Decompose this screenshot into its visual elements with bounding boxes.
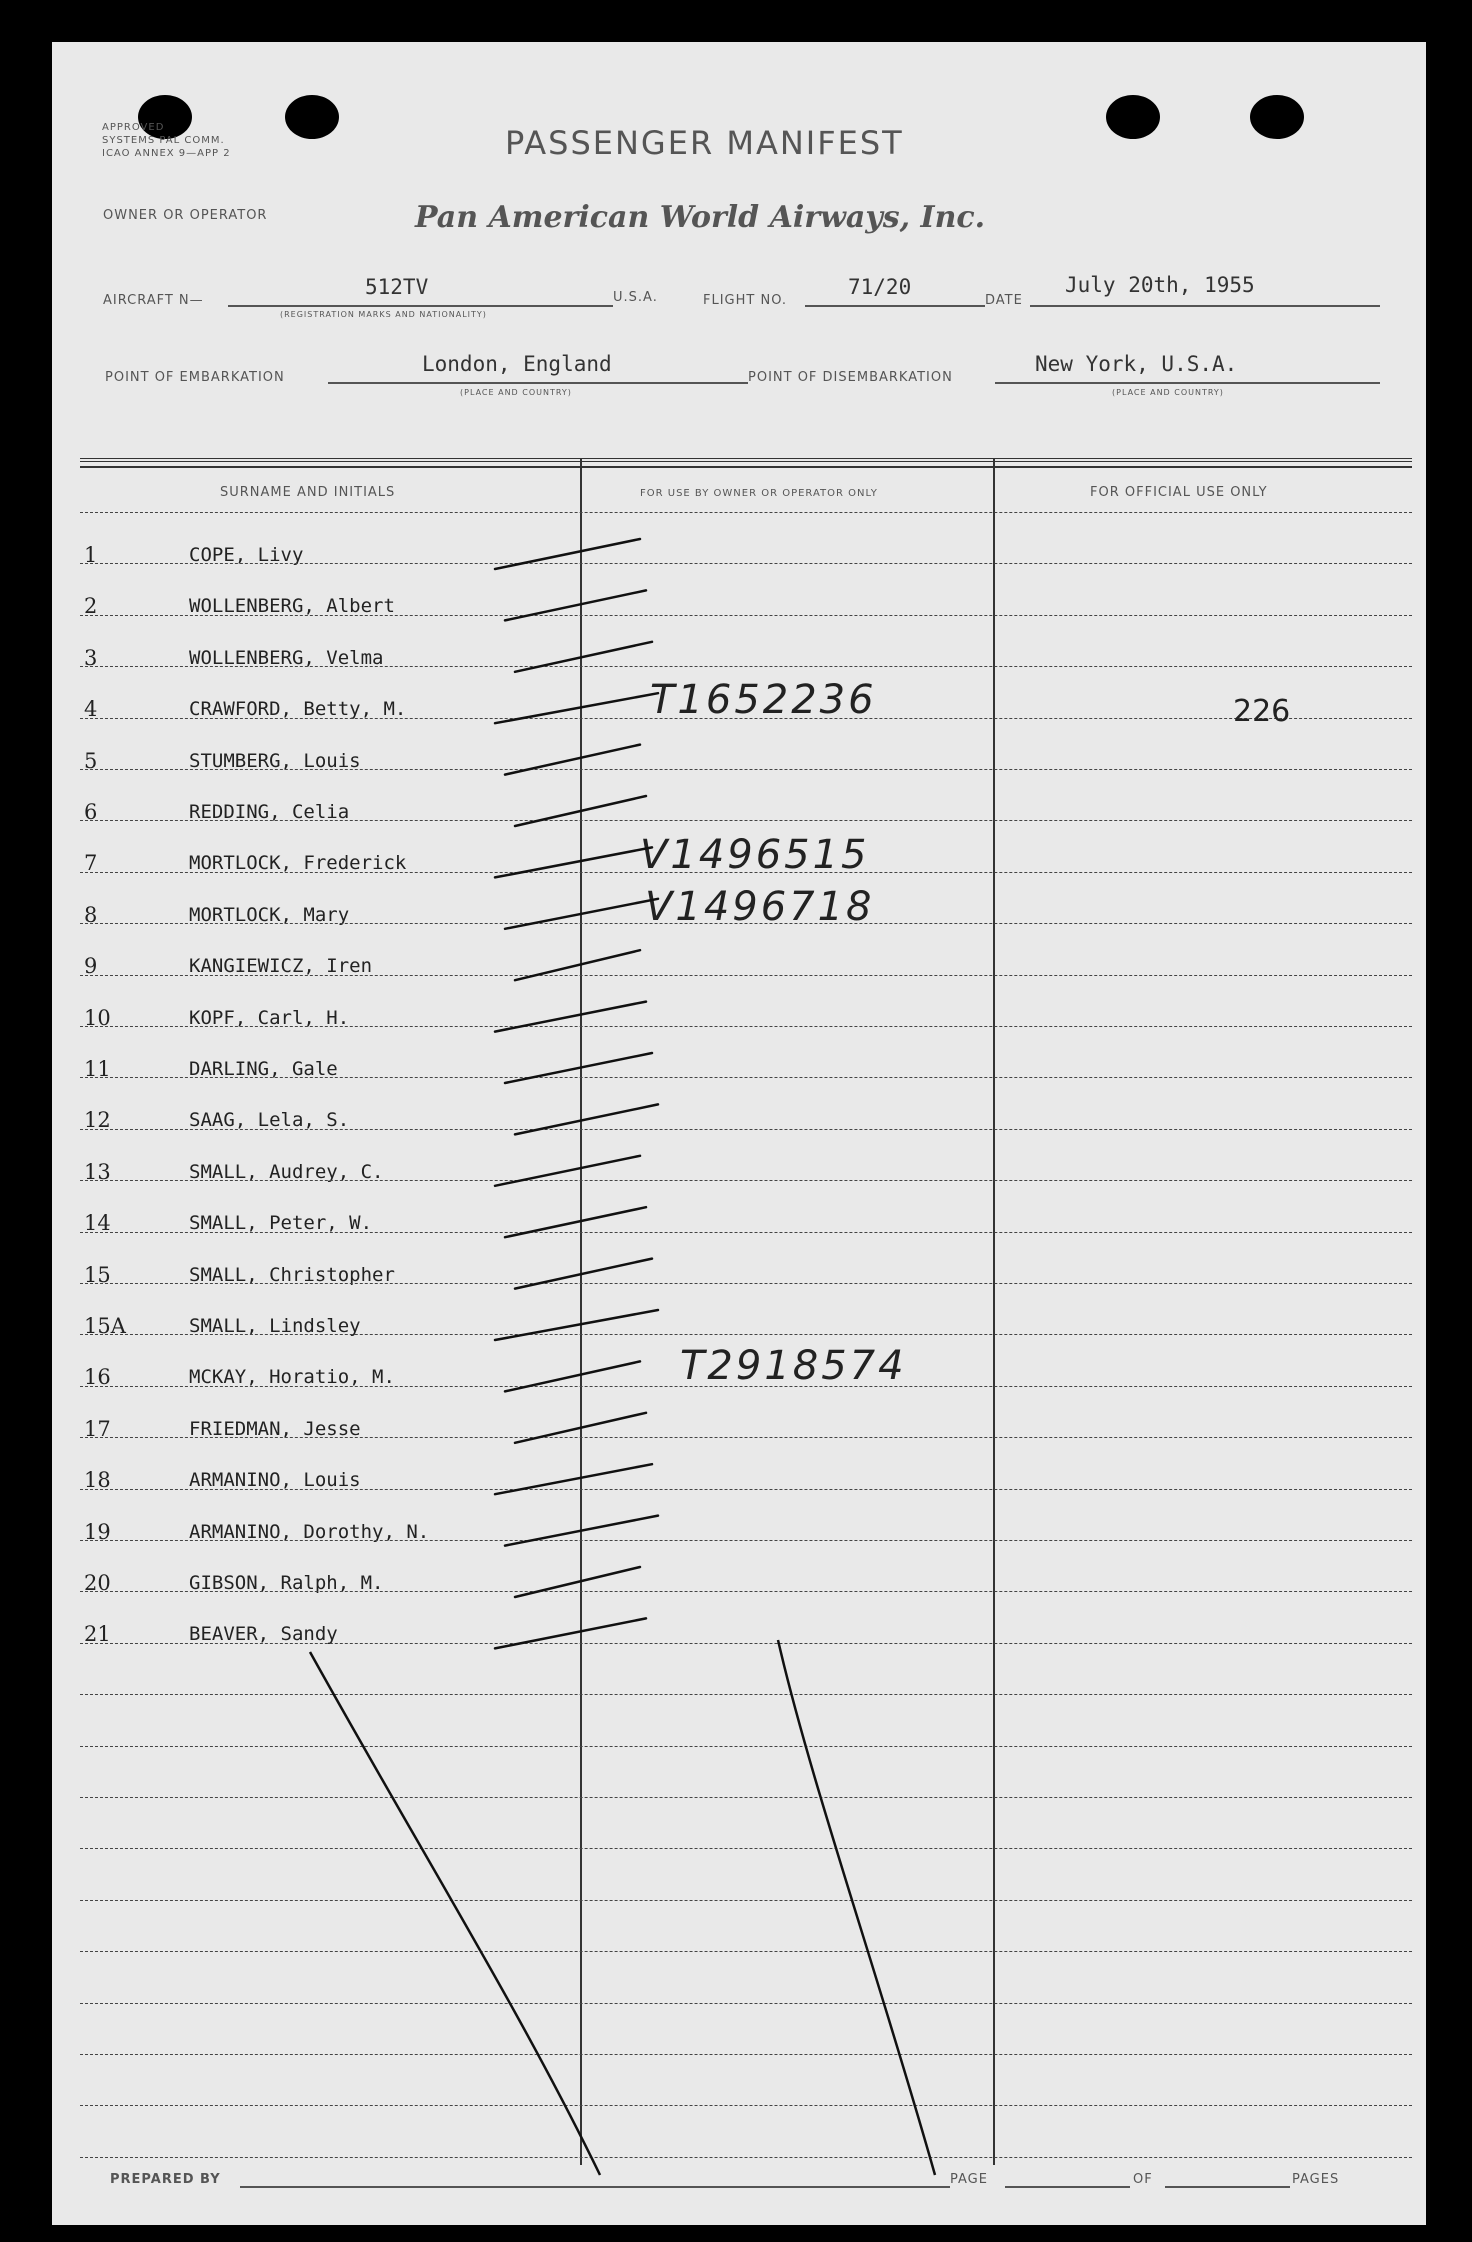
check-mark	[505, 745, 640, 775]
row-number: 19	[84, 1519, 111, 1544]
row-number: 3	[84, 645, 98, 670]
check-mark	[515, 1567, 640, 1597]
usa-label: U.S.A.	[613, 290, 658, 305]
passenger-name: COPE, Livy	[189, 544, 304, 566]
passenger-name: CRAWFORD, Betty, M.	[189, 698, 407, 721]
passenger-name: ARMANINO, Dorothy, N.	[189, 1520, 430, 1543]
row-number: 8	[84, 902, 98, 927]
passenger-name: DARLING, Gale	[189, 1058, 338, 1080]
row-number: 10	[84, 1005, 111, 1030]
check-mark	[515, 950, 640, 980]
check-mark	[505, 1207, 646, 1237]
approval-stamp-line: APPROVED	[102, 122, 165, 133]
row-number: 18	[84, 1468, 111, 1493]
row-number: 14	[84, 1211, 111, 1236]
pen-stroke	[778, 1640, 935, 2175]
row-number: 9	[84, 954, 98, 979]
passport-number: V1496515	[640, 832, 870, 878]
owner-label: OWNER OR OPERATOR	[103, 208, 268, 223]
row-number: 6	[84, 800, 98, 824]
embark-caption: (PLACE AND COUNTRY)	[460, 388, 572, 397]
footer-prepared-by: PREPARED BY	[110, 2172, 221, 2187]
owner-name: Pan American World Airways, Inc.	[415, 200, 986, 235]
row-number: 13	[84, 1159, 111, 1184]
row-number: 5	[84, 748, 98, 773]
header-surname: SURNAME AND INITIALS	[220, 485, 396, 500]
check-mark	[495, 1310, 658, 1340]
passenger-name: KOPF, Carl, H.	[189, 1006, 350, 1029]
passenger-name: STUMBERG, Louis	[189, 749, 361, 772]
footer-pages: PAGES	[1292, 2172, 1340, 2187]
row-number: 4	[84, 697, 98, 722]
check-mark	[515, 1413, 646, 1443]
disembark-caption: (PLACE AND COUNTRY)	[1112, 388, 1224, 397]
row-number: 15A	[84, 1314, 126, 1338]
row-number: 15	[84, 1262, 111, 1287]
footer-page: PAGE	[950, 2172, 988, 2187]
passenger-name: BEAVER, Sandy	[189, 1623, 338, 1646]
approval-stamp-line: ICAO ANNEX 9—APP 2	[102, 148, 231, 159]
check-mark	[505, 1516, 658, 1546]
passenger-name: WOLLENBERG, Velma	[189, 646, 384, 669]
row-number: 12	[84, 1108, 111, 1133]
passenger-name: WOLLENBERG, Albert	[189, 595, 395, 618]
passenger-name: KANGIEWICZ, Iren	[189, 955, 373, 978]
check-mark	[495, 1156, 640, 1186]
passenger-name: SMALL, Christopher	[189, 1263, 395, 1286]
passenger-name: ARMANINO, Louis	[189, 1469, 361, 1492]
disembark-value: New York, U.S.A.	[1035, 352, 1238, 376]
row-number: 21	[84, 1622, 111, 1647]
official-note: 226	[1233, 694, 1291, 729]
flight-value: 71/20	[848, 275, 912, 299]
passenger-name: MORTLOCK, Mary	[189, 903, 350, 926]
aircraft-label: AIRCRAFT N—	[103, 293, 204, 308]
disembark-label: POINT OF DISEMBARKATION	[748, 370, 953, 385]
check-mark	[505, 590, 646, 620]
row-number: 2	[84, 594, 98, 619]
registration-caption: (REGISTRATION MARKS AND NATIONALITY)	[280, 310, 487, 319]
header-operator: FOR USE BY OWNER OR OPERATOR ONLY	[640, 488, 878, 499]
embark-label: POINT OF EMBARKATION	[105, 370, 285, 385]
row-number: 1	[84, 543, 98, 567]
passenger-name: FRIEDMAN, Jesse	[189, 1417, 361, 1440]
pen-stroke	[310, 1652, 600, 2175]
check-mark	[515, 1104, 658, 1134]
check-mark	[505, 899, 658, 929]
header-official: FOR OFFICIAL USE ONLY	[1090, 485, 1268, 500]
footer-of: OF	[1133, 2172, 1153, 2187]
date-value: July 20th, 1955	[1065, 273, 1255, 297]
check-mark	[505, 1361, 640, 1391]
check-mark	[495, 693, 658, 723]
check-mark	[515, 796, 646, 826]
passenger-name: SMALL, Peter, W.	[189, 1212, 373, 1235]
passenger-name: MCKAY, Horatio, M.	[189, 1366, 395, 1389]
passport-number: V1496718	[645, 884, 875, 930]
check-mark	[495, 847, 652, 877]
passenger-name: SAAG, Lela, S.	[189, 1109, 350, 1132]
aircraft-value: 512TV	[365, 275, 429, 299]
page-title: PASSENGER MANIFEST	[505, 124, 904, 162]
approval-stamp-line: SYSTEMS PAL COMM.	[102, 135, 225, 146]
check-mark	[495, 539, 640, 569]
check-mark	[505, 1053, 652, 1083]
passenger-name: SMALL, Audrey, C.	[189, 1160, 384, 1183]
date-label: DATE	[985, 293, 1023, 308]
passenger-name: MORTLOCK, Frederick	[189, 852, 407, 875]
passport-number: T1652236	[650, 677, 877, 723]
check-mark	[495, 1464, 652, 1494]
passenger-name: REDDING, Celia	[189, 801, 350, 823]
check-mark	[515, 1259, 652, 1289]
row-number: 20	[84, 1571, 111, 1595]
passport-number: T2918574	[680, 1343, 907, 1389]
row-number: 7	[84, 851, 98, 876]
check-mark	[515, 642, 652, 672]
check-mark	[495, 1002, 646, 1032]
row-number: 11	[84, 1057, 111, 1081]
embark-value: London, England	[422, 352, 612, 376]
row-number: 16	[84, 1365, 111, 1390]
passenger-name: GIBSON, Ralph, M.	[189, 1572, 384, 1594]
check-mark	[495, 1618, 646, 1648]
passenger-name: SMALL, Lindsley	[189, 1315, 361, 1337]
row-number: 17	[84, 1416, 111, 1441]
flight-label: FLIGHT NO.	[703, 293, 788, 308]
